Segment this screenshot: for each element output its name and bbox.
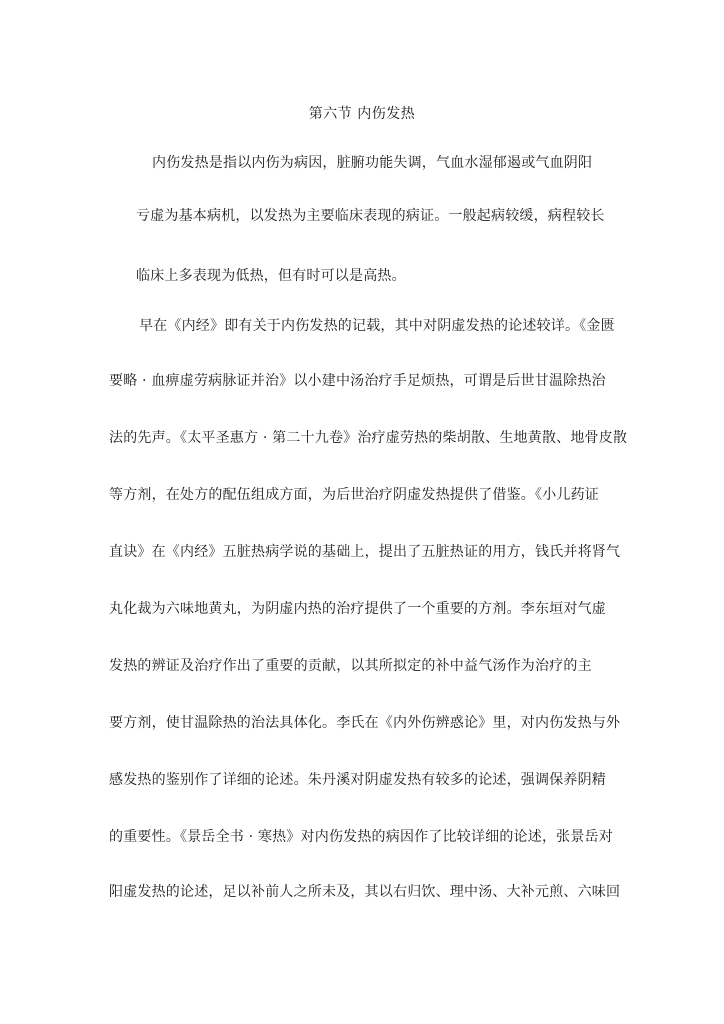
paragraph-2-line-4: 等方剂，在处方的配伍组成方面，为后世治疗阴虚发热提供了借鉴。《小儿药证 (109, 487, 599, 503)
paragraph-1-line-2: 亏虚为基本病机，以发热为主要临床表现的病证。一般起病较缓，病程较长 (136, 208, 605, 224)
paragraph-1-line-3: 临床上多表现为低热，但有时可以是高热。 (136, 268, 406, 284)
section-title: 第六节 内伤发热 (308, 106, 416, 122)
paragraph-2-line-11: 阳虚发热的论述，足以补前人之所未及，其以右归饮、理中汤、大补元煎、六味回 (109, 884, 621, 900)
paragraph-2-line-10: 的重要性。《景岳全书 · 寒热》对内伤发热的病因作了比较详细的论述，张景岳对 (109, 829, 613, 845)
paragraph-2-line-5: 直诀》在《内经》五脏热病学说的基础上，提出了五脏热证的用方，钱氏并将肾气 (109, 544, 621, 560)
paragraph-1-line-1: 内伤发热是指以内伤为病因，脏腑功能失调，气血水湿郁遏或气血阴阳 (152, 155, 593, 171)
paragraph-2-line-3: 法的先声。《太平圣惠方 · 第二十九卷》治疗虚劳热的柴胡散、生地黄散、地骨皮散 (109, 430, 628, 446)
paragraph-2-line-2: 要略 · 血痹虚劳病脉证并治》以小建中汤治疗手足烦热，可谓是后世甘温除热治 (109, 373, 606, 389)
paragraph-2-line-6: 丸化裁为六味地黄丸，为阴虚内热的治疗提供了一个重要的方剂。李东垣对气虚 (109, 601, 606, 617)
paragraph-2-line-7: 发热的辨证及治疗作出了重要的贡献，以其所拟定的补中益气汤作为治疗的主 (109, 658, 592, 674)
paragraph-2-line-8: 要方剂，使甘温除热的治法具体化。李氏在《内外伤辨惑论》里，对内伤发热与外 (109, 715, 621, 731)
paragraph-2-line-1: 早在《内经》即有关于内伤发热的记载，其中对阴虚发热的论述较详。《金匮 (139, 318, 615, 334)
paragraph-2-line-9: 感发热的鉴别作了详细的论述。朱丹溪对阴虚发热有较多的论述，强调保养阴精 (109, 772, 606, 788)
